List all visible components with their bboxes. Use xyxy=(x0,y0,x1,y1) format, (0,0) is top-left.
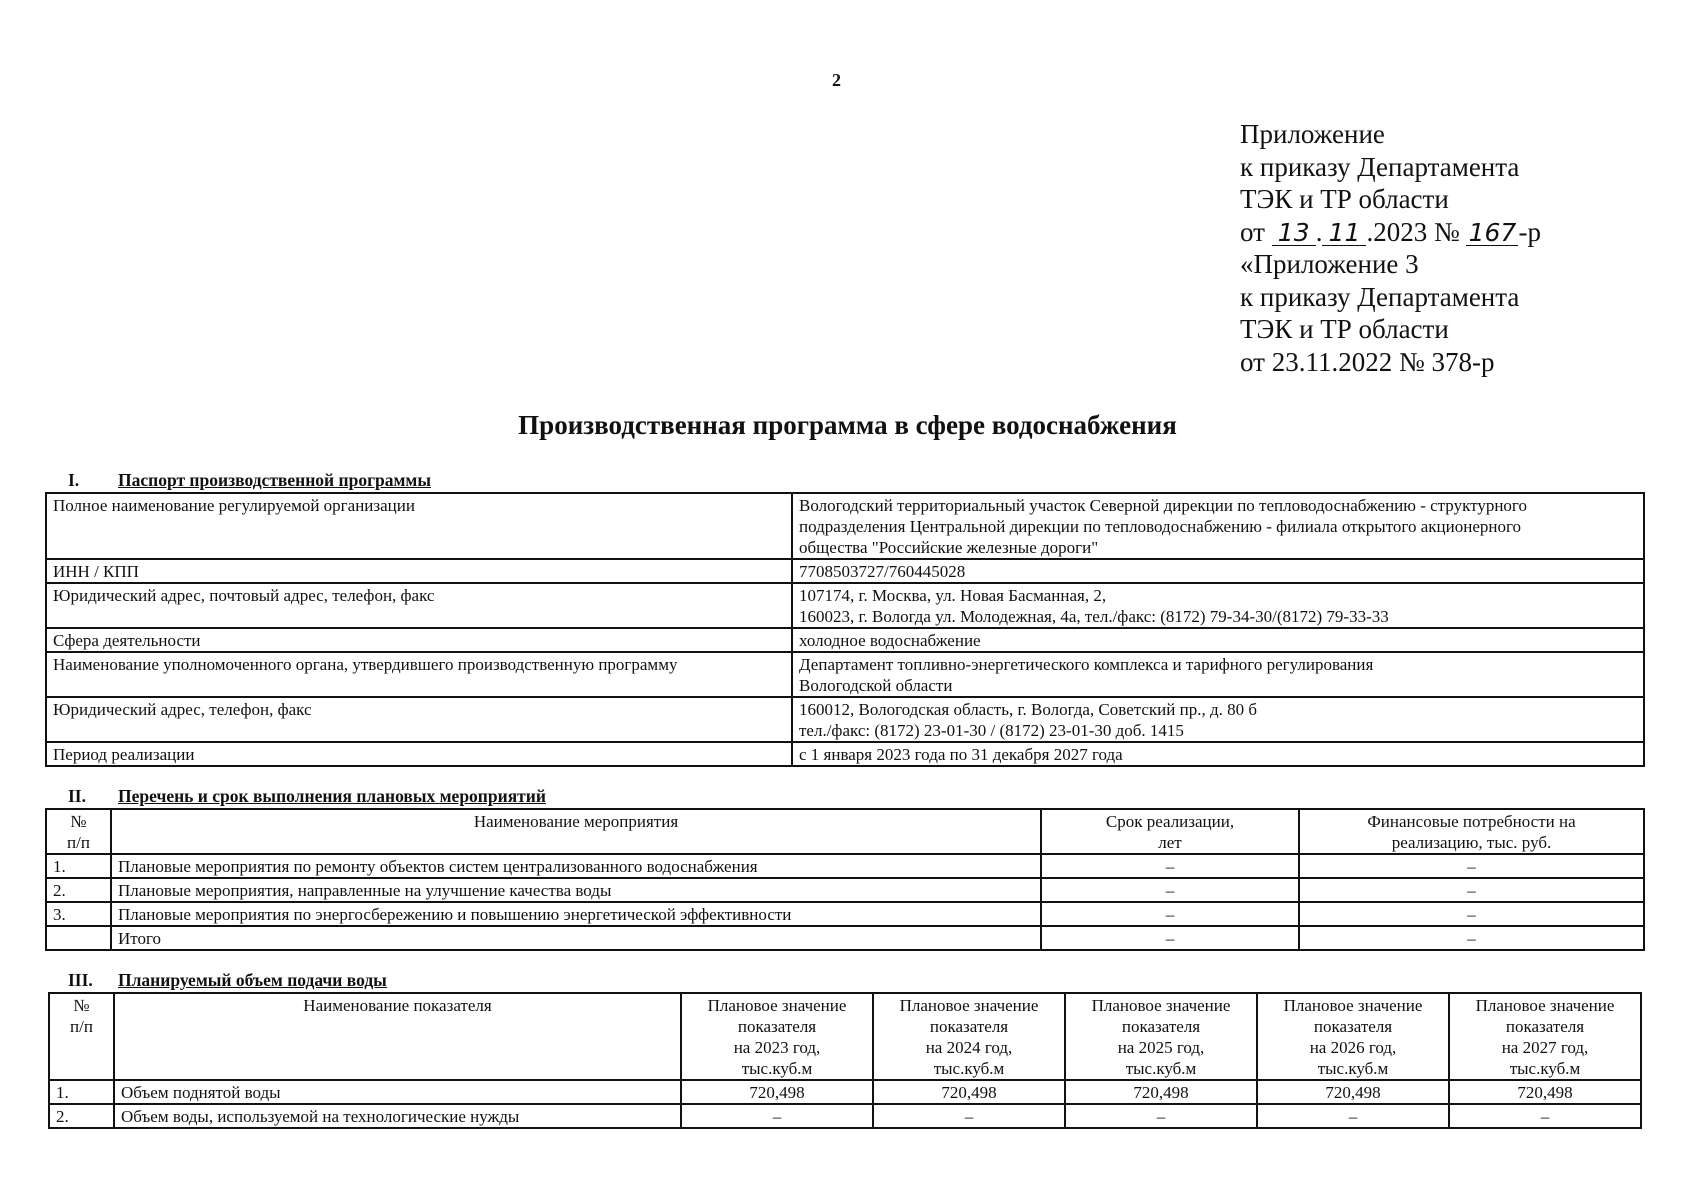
table-row xyxy=(46,628,1644,652)
handwritten-month: 11 xyxy=(1322,221,1366,246)
section-number: I. xyxy=(68,470,80,490)
value-line: общества "Российские железные дороги" xyxy=(799,538,1099,557)
header-year-2024 xyxy=(873,993,1065,1080)
header-year-2026 xyxy=(1257,993,1449,1080)
table-row xyxy=(46,583,1644,628)
header-line: Плановое значение xyxy=(899,996,1039,1015)
header-line: Плановое значение xyxy=(1091,996,1231,1015)
header-line: тыс.куб.м xyxy=(1509,1059,1581,1078)
header-num xyxy=(49,993,114,1080)
table-cell-label: Юридический адрес, телефон, факс xyxy=(46,697,792,742)
table-row xyxy=(46,878,1644,902)
value-line: Вологодской области xyxy=(799,676,953,695)
table-row xyxy=(46,854,1644,878)
header-line: показателя xyxy=(737,1017,817,1036)
cell-finance: – xyxy=(1299,878,1644,902)
cell-value: 720,498 xyxy=(1065,1080,1257,1104)
header-line: на 2027 год, xyxy=(1501,1038,1589,1057)
header-year-2023 xyxy=(681,993,873,1080)
date-separator: . xyxy=(1315,216,1323,247)
section-title: Планируемый объем подачи воды xyxy=(118,970,387,990)
section-title: Паспорт производственной программы xyxy=(118,470,432,490)
value-line: 160023, г. Вологда ул. Молодежная, 4а, тел./факс: (8172) 79-34-30/(8172) 79-33-33 xyxy=(799,607,1389,626)
header-line: на 2023 год, xyxy=(733,1038,821,1057)
cell-term: – xyxy=(1041,926,1299,950)
page-number: 2 xyxy=(832,70,841,90)
approval-date-line xyxy=(1240,216,1541,249)
table-header-row xyxy=(49,993,1641,1080)
header-line: № xyxy=(70,812,87,831)
header-line: Срок реализации, xyxy=(1105,812,1235,831)
table-cell-label: Наименование уполномоченного органа, утвердившего производственную программу xyxy=(46,652,792,697)
cell-name: Плановые мероприятия по энергосбережению и повышению энергетической эффективности xyxy=(111,902,1041,926)
table-cell-value: 7708503727/760445028 xyxy=(792,559,1644,583)
cell-num: 1. xyxy=(46,854,111,878)
header-finance xyxy=(1299,809,1644,854)
table-row xyxy=(46,742,1644,766)
section-3-heading xyxy=(68,970,387,991)
header-line: показателя xyxy=(1313,1017,1393,1036)
approval-line: к приказу Департамента xyxy=(1240,281,1520,312)
approval-line: от 23.11.2022 № 378-р xyxy=(1240,346,1495,377)
header-line: п/п xyxy=(70,1017,93,1036)
cell-finance: – xyxy=(1299,926,1644,950)
table-cell-value: с 1 января 2023 года по 31 декабря 2027 года xyxy=(792,742,1644,766)
table-cell-label: Период реализации xyxy=(46,742,792,766)
water-volume-table xyxy=(48,992,1642,1129)
cell-num: 3. xyxy=(46,902,111,926)
approval-stamp-block xyxy=(1240,118,1541,378)
header-line: на 2025 год, xyxy=(1117,1038,1205,1057)
header-term xyxy=(1041,809,1299,854)
cell-term: – xyxy=(1041,902,1299,926)
cell-value: – xyxy=(681,1104,873,1128)
header-line: Плановое значение xyxy=(1283,996,1423,1015)
header-line: показателя xyxy=(929,1017,1009,1036)
approval-line: к приказу Департамента xyxy=(1240,151,1520,182)
cell-value: – xyxy=(1257,1104,1449,1128)
cell-name: Плановые мероприятия по ремонту объектов систем централизованного водоснабжения xyxy=(111,854,1041,878)
header-num xyxy=(46,809,111,854)
table-cell-value xyxy=(792,583,1644,628)
table-cell-value xyxy=(792,493,1644,559)
header-line: тыс.куб.м xyxy=(933,1059,1005,1078)
value-line: 107174, г. Москва, ул. Новая Басманная, 2, xyxy=(799,586,1107,605)
approval-line: «Приложение 3 xyxy=(1240,249,1419,279)
cell-value: – xyxy=(873,1104,1065,1128)
cell-num: 1. xyxy=(49,1080,114,1104)
table-cell-label: Полное наименование регулируемой организации xyxy=(46,493,792,559)
header-line: показателя xyxy=(1121,1017,1201,1036)
table-row xyxy=(46,902,1644,926)
header-line: № xyxy=(73,996,90,1015)
handwritten-order-number: 167 xyxy=(1466,221,1518,246)
cell-value: – xyxy=(1449,1104,1641,1128)
value-line: Департамент топливно-энергетического комплекса и тарифного регулирования xyxy=(799,655,1374,674)
cell-value: 720,498 xyxy=(873,1080,1065,1104)
cell-num: 2. xyxy=(49,1104,114,1128)
header-line: лет xyxy=(1158,833,1182,852)
header-line: тыс.куб.м xyxy=(1317,1059,1389,1078)
date-year: .2023 № xyxy=(1366,216,1460,247)
table-row xyxy=(46,559,1644,583)
header-line: тыс.куб.м xyxy=(1125,1059,1197,1078)
table-cell-value: холодное водоснабжение xyxy=(792,628,1644,652)
cell-finance: – xyxy=(1299,854,1644,878)
passport-table xyxy=(45,492,1645,767)
header-line: на 2024 год, xyxy=(925,1038,1013,1057)
cell-value: 720,498 xyxy=(681,1080,873,1104)
header-name: Наименование мероприятия xyxy=(111,809,1041,854)
order-suffix: -р xyxy=(1518,216,1541,247)
table-cell-label: Юридический адрес, почтовый адрес, телефон, факс xyxy=(46,583,792,628)
section-title: Перечень и срок выполнения плановых мероприятий xyxy=(118,786,546,806)
cell-name: Итого xyxy=(111,926,1041,950)
value-line: подразделения Центральной дирекции по тепловодоснабжению - филиала открытого акционерного xyxy=(799,517,1522,536)
approval-line: ТЭК и ТР области xyxy=(1240,184,1449,214)
section-2-heading xyxy=(68,786,546,807)
cell-term: – xyxy=(1041,878,1299,902)
table-cell-value xyxy=(792,652,1644,697)
header-year-2027 xyxy=(1449,993,1641,1080)
date-prefix: от xyxy=(1240,216,1265,247)
approval-line: Приложение xyxy=(1240,119,1385,149)
header-line: показателя xyxy=(1505,1017,1585,1036)
cell-name: Объем поднятой воды xyxy=(114,1080,681,1104)
table-row xyxy=(49,1104,1641,1128)
cell-num: 2. xyxy=(46,878,111,902)
cell-value: 720,498 xyxy=(1257,1080,1449,1104)
header-line: Плановое значение xyxy=(707,996,847,1015)
section-number: III. xyxy=(68,970,93,990)
approval-line: ТЭК и ТР области xyxy=(1240,314,1449,344)
header-line: Финансовые потребности на xyxy=(1367,812,1576,831)
table-cell-label: ИНН / КПП xyxy=(46,559,792,583)
header-name: Наименование показателя xyxy=(114,993,681,1080)
activities-table xyxy=(45,808,1645,951)
table-row xyxy=(46,697,1644,742)
header-line: реализацию, тыс. руб. xyxy=(1391,833,1552,852)
cell-value: – xyxy=(1065,1104,1257,1128)
cell-name: Объем воды, используемой на технологические нужды xyxy=(114,1104,681,1128)
value-line: 160012, Вологодская область, г. Вологда, Советский пр., д. 80 б xyxy=(799,700,1258,719)
cell-value: 720,498 xyxy=(1449,1080,1641,1104)
table-row xyxy=(46,652,1644,697)
value-line: Вологодский территориальный участок Северной дирекции по тепловодоснабжению - структурного xyxy=(799,496,1527,515)
cell-num xyxy=(46,926,111,950)
header-line: Плановое значение xyxy=(1475,996,1615,1015)
header-line: п/п xyxy=(67,833,90,852)
value-line: тел./факс: (8172) 23-01-30 / (8172) 23-01-30 доб. 1415 xyxy=(799,721,1184,740)
handwritten-day: 13 xyxy=(1272,221,1316,246)
table-header-row xyxy=(46,809,1644,854)
table-cell-value xyxy=(792,697,1644,742)
section-1-heading xyxy=(68,470,431,491)
document-title: Производственная программа в сфере водоснабжения xyxy=(518,410,1177,440)
table-cell-label: Сфера деятельности xyxy=(46,628,792,652)
table-row xyxy=(46,926,1644,950)
section-number: II. xyxy=(68,786,86,806)
header-line: тыс.куб.м xyxy=(741,1059,813,1078)
table-row xyxy=(46,493,1644,559)
header-line: на 2026 год, xyxy=(1309,1038,1397,1057)
cell-term: – xyxy=(1041,854,1299,878)
header-year-2025 xyxy=(1065,993,1257,1080)
cell-finance: – xyxy=(1299,902,1644,926)
table-row xyxy=(49,1080,1641,1104)
cell-name: Плановые мероприятия, направленные на улучшение качества воды xyxy=(111,878,1041,902)
